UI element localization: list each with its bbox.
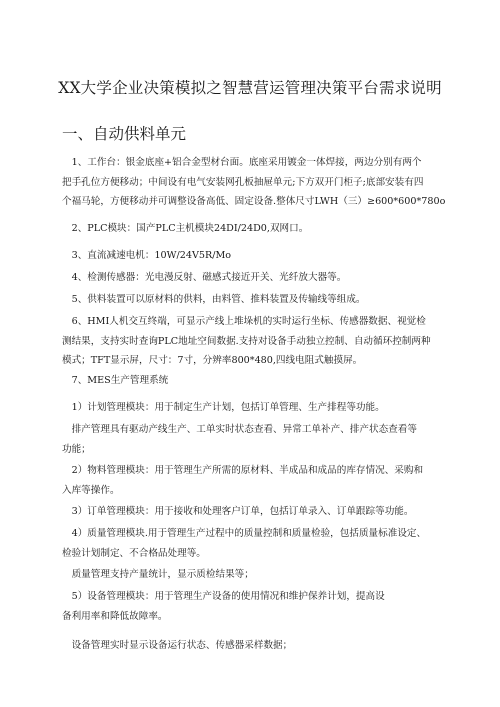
document-title: XX大学企业决策模拟之智慧营运管理决策平台需求说明 — [58, 79, 442, 97]
paragraph-7 — [62, 371, 442, 391]
paragraph-line: 测结果，支持实时查询PLC地址空间数据.支持对设备手动独立控制、自动循环控制两种 — [62, 335, 431, 347]
paragraph-line: 2、PLC模块：国产PLC主机模块24DI/24D0,双网口。 — [62, 223, 309, 234]
paragraph-line: 备利用率和降低故障率。 — [62, 610, 168, 622]
paragraph-line: 4、检测传感器：光电漫反射、磁感式接近开关、光纤放大器等。 — [62, 272, 347, 283]
paragraph-11 — [62, 502, 442, 522]
paragraph-line: 7、MES生产管理系统 — [62, 375, 169, 386]
paragraph-2 — [62, 219, 442, 239]
paragraph-4 — [62, 268, 442, 288]
paragraph-line: 排产管理具有驱动产线生产、工单实时状态查看、异常工单补产、排产状态查看等 — [62, 424, 417, 435]
paragraph-9 — [62, 420, 442, 459]
paragraph-6 — [62, 312, 442, 371]
paragraph-line: 6、HMI人机交互终端，可显示产线上堆垛机的实时运行坐标、传感器数据、视觉检 — [62, 316, 426, 327]
paragraph-line: 1）计划管理模块：用于制定生产计划，包括订单管理、生产排程等功能。 — [62, 402, 385, 413]
paragraph-line: 3）订单管理模块：用于接收和处理客户订单，包括订单录入、订单跟踪等功能。 — [62, 506, 414, 517]
paragraph-14 — [62, 587, 442, 626]
paragraph-line: 个福马轮，方便移动并可调整设备高低、固定设备.整体尺寸LWH（三）≥600*600*780o — [62, 196, 446, 207]
paragraph-1 — [62, 153, 446, 212]
paragraph-line: 5、供料装置可以原材料的供料，由料管、推料装置及传输线等组成。 — [62, 294, 366, 305]
paragraph-8 — [62, 398, 442, 418]
paragraph-line: 模式；TFT显示屏，尺寸：7寸，分辨率800*480,四线电阻式触摸屏。 — [62, 355, 363, 366]
paragraph-line: 5）设备管理模块：用于管理生产设备的使用情况和维护保养计划，提高设 — [62, 591, 385, 602]
paragraph-line: 设备管理实时显示设备运行状态、传感器采样数据； — [62, 640, 293, 651]
paragraph-line: 3、直流减速电机：10W/24V5R/Mo — [62, 250, 232, 261]
paragraph-line: 入库等操作。 — [62, 484, 120, 496]
paragraph-line: 把手孔位方便移动；中间设有电气安装网孔板抽屉单元;下方双开门柜子;底部安装有四 — [62, 176, 424, 188]
paragraph-10 — [62, 461, 442, 500]
paragraph-15 — [62, 636, 442, 656]
paragraph-13 — [62, 565, 442, 585]
paragraph-5 — [62, 290, 442, 310]
paragraph-3 — [62, 246, 442, 266]
paragraph-line: 功能； — [62, 443, 91, 455]
paragraph-line: 质量管理支持产量统计，显示质检结果等； — [62, 569, 254, 580]
paragraph-line: 2）物料管理模块：用于管理生产所需的原材料、半成品和成品的库存情况、采购和 — [62, 465, 424, 476]
paragraph-12 — [62, 524, 442, 563]
paragraph-line: 1、工作台：银金底座+铝合金型材台面。底座采用镀金一体焊接，两边分别有两个 — [62, 157, 422, 168]
paragraph-line: 检验计划制定、不合格品处理等。 — [62, 547, 206, 559]
paragraph-line: 4）质量管理模块.用于管理生产过程中的质量控制和质量检验，包括质量标准设定、 — [62, 528, 427, 539]
section-heading: 一、自动供料单元 — [62, 125, 187, 143]
